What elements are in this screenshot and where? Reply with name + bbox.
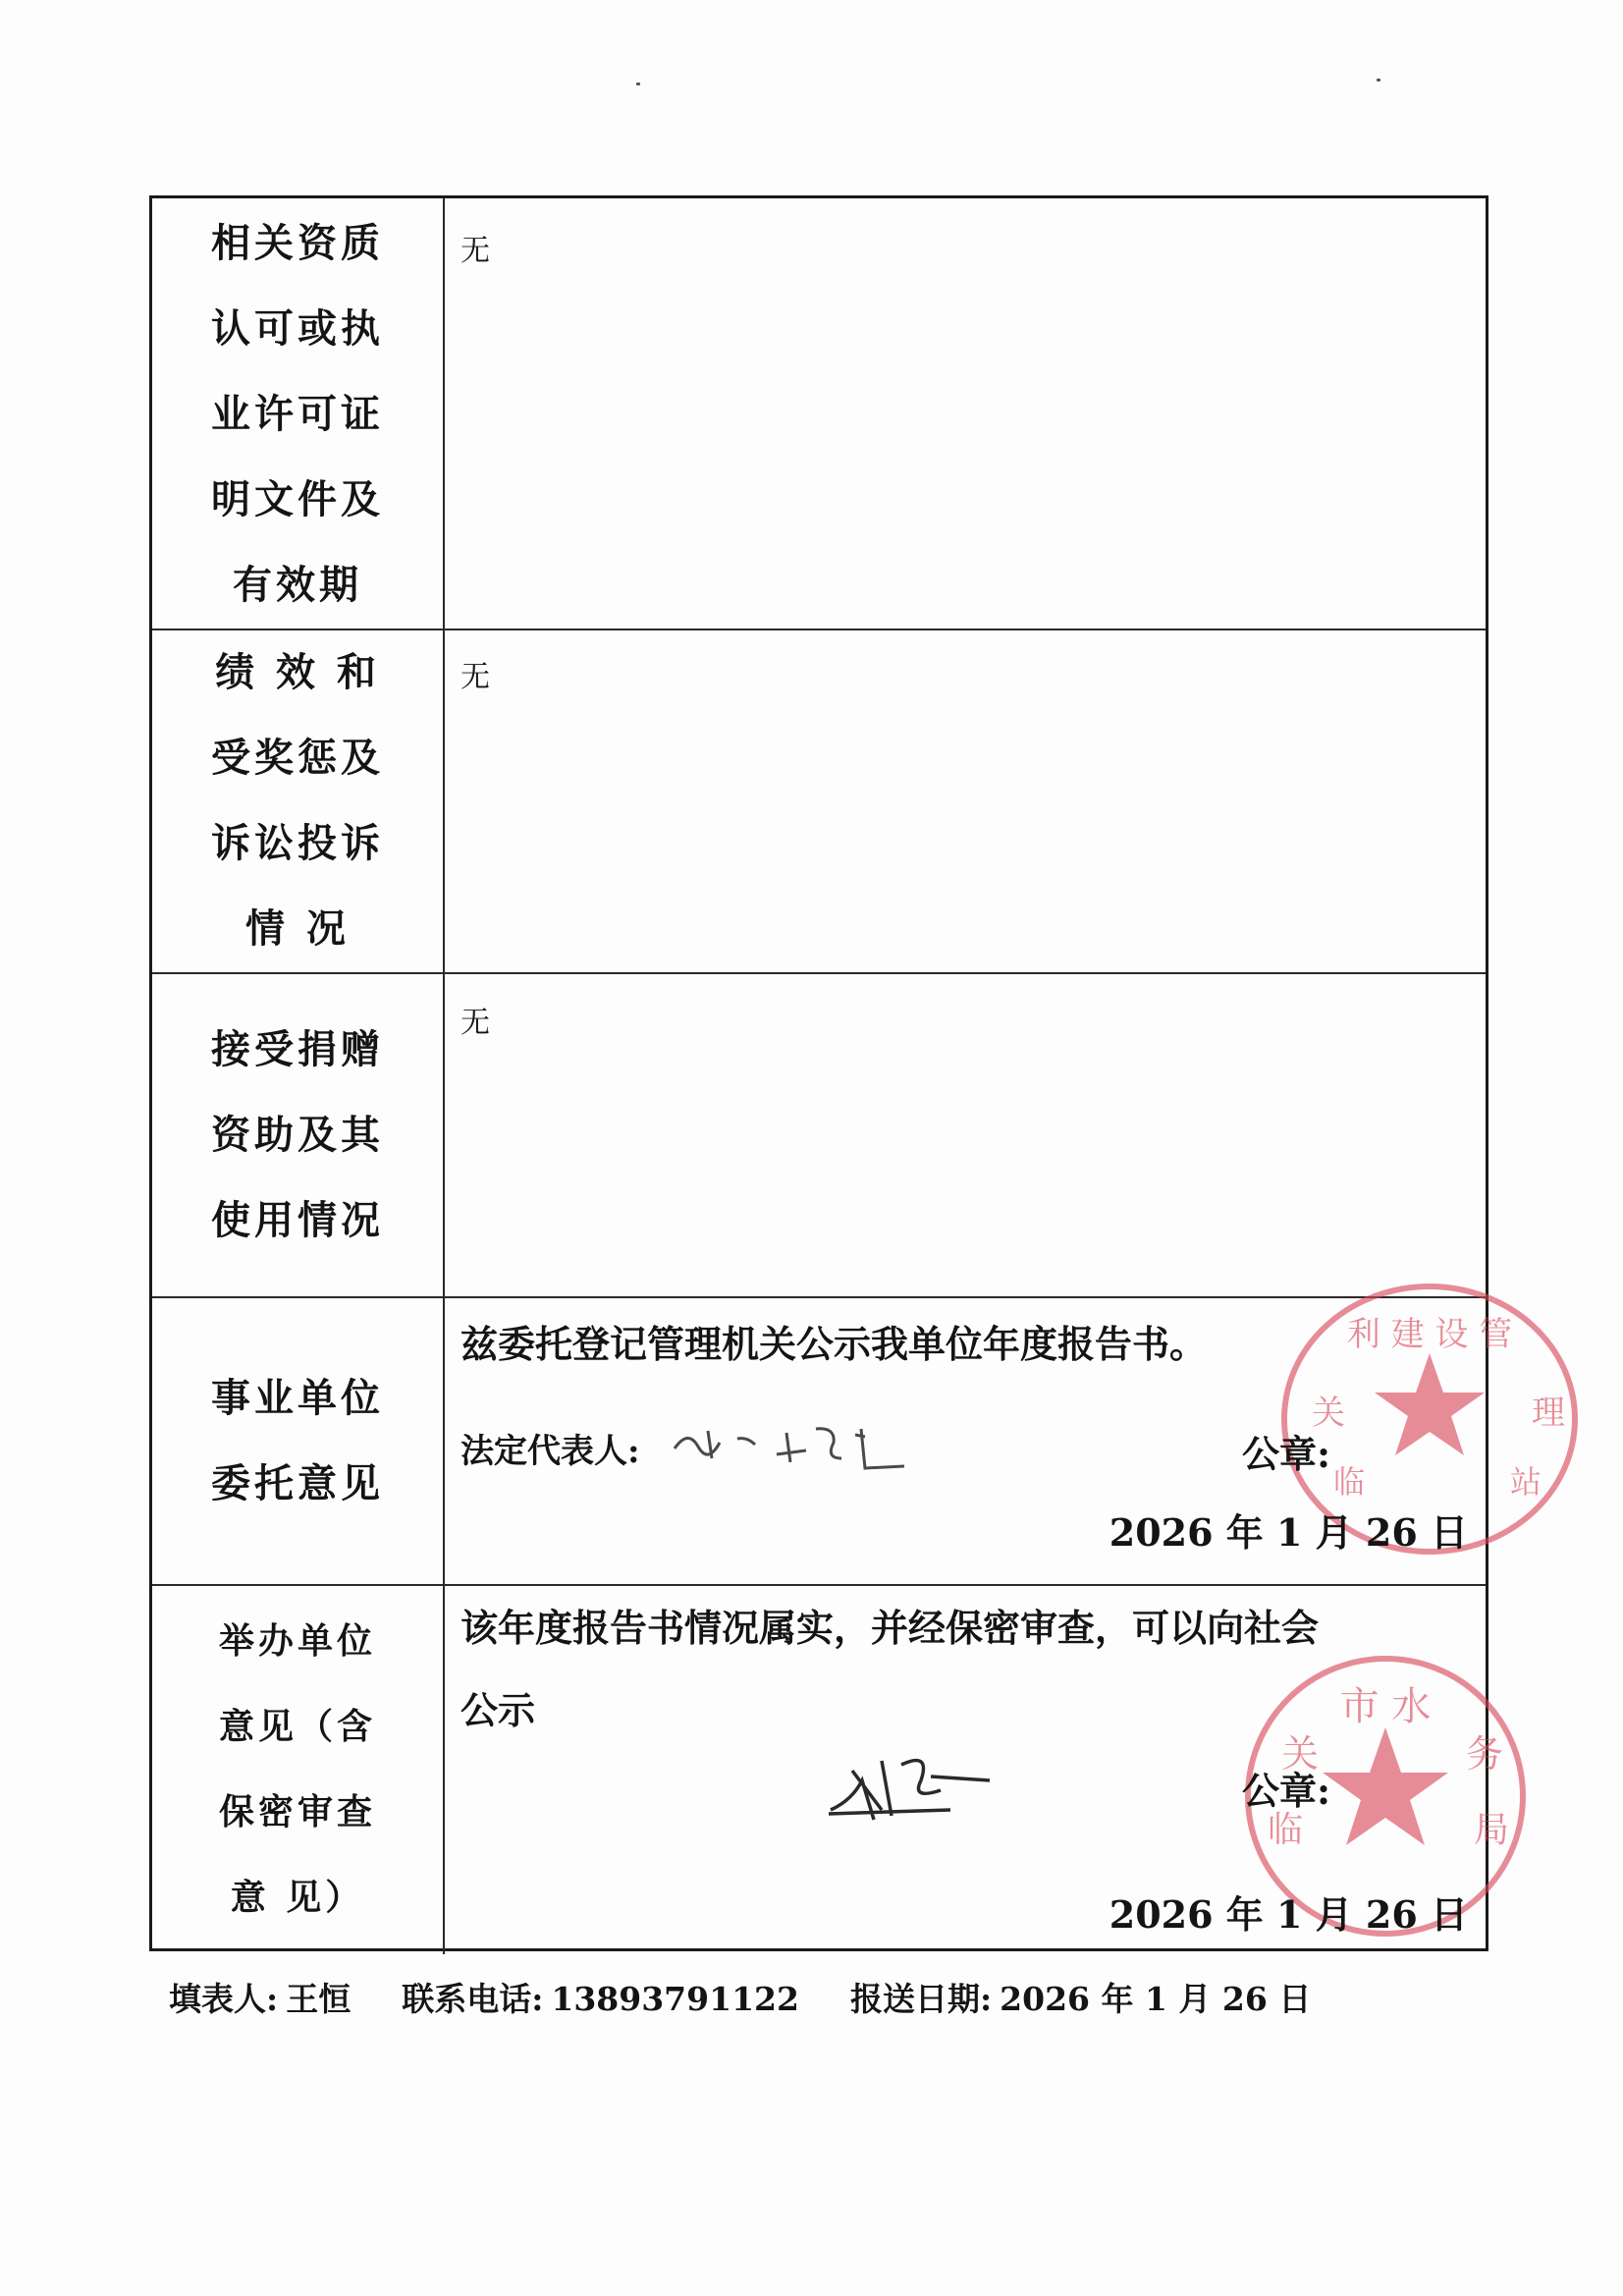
scan-speck	[1377, 79, 1380, 82]
row-label	[152, 1296, 445, 1584]
submit-date: 2026 年 1 月 26 日	[1000, 1980, 1312, 2018]
table-row-entrust-opinion	[152, 1296, 1565, 1586]
row-label	[152, 1584, 445, 1954]
label-line: 相关资质	[211, 219, 384, 266]
row-content	[445, 1296, 1565, 1584]
row-content	[445, 1584, 1510, 1954]
report-table	[149, 195, 1565, 1951]
row-content	[445, 629, 1486, 972]
sponsor-signature-icon	[823, 1741, 1000, 1830]
label-line: 保密审查	[218, 1790, 376, 1832]
label-line: 接受捐赠	[211, 1025, 384, 1072]
label-line: 有效期	[233, 561, 362, 608]
row-content	[445, 198, 1486, 629]
svg-text:站: 站	[1510, 1463, 1542, 1501]
table-row-performance	[152, 629, 1486, 974]
filler-label: 填表人:	[169, 1980, 279, 2018]
content-value: 无	[460, 234, 490, 268]
table-row-sponsor-opinion	[152, 1584, 1510, 1954]
sponsor-statement-line1: 该年度报告书情况属实，并经保密审查，可以向社会	[460, 1606, 1320, 1650]
sponsor-statement-line2: 公示	[460, 1688, 536, 1732]
row-label	[152, 972, 445, 1296]
row-label	[152, 629, 445, 972]
seal-label: 公章:	[1242, 1432, 1331, 1476]
svg-text:临: 临	[1333, 1463, 1366, 1501]
label-line: 绩 效 和	[215, 649, 380, 695]
label-line: 诉讼投诉	[211, 820, 384, 866]
label-line: 业许可证	[211, 390, 384, 437]
seal-label: 公章:	[1242, 1769, 1331, 1813]
label-line: 委托意见	[211, 1459, 384, 1506]
label-line: 情 况	[245, 905, 350, 952]
svg-text:临: 临	[1268, 1810, 1304, 1850]
sponsor-date: 2026 年 1 月 26 日	[1109, 1892, 1468, 1937]
content-value: 无	[460, 1006, 490, 1040]
scan-speck	[636, 82, 640, 85]
label-line: 意 见）	[230, 1876, 365, 1918]
content-value: 无	[460, 660, 490, 694]
svg-text:务: 务	[1466, 1732, 1504, 1776]
label-line: 受奖惩及	[211, 735, 384, 781]
table-row-qualification	[152, 198, 1486, 630]
legal-rep-label: 法定代表人:	[460, 1432, 640, 1471]
table-row-donations	[152, 972, 1486, 1298]
row-content	[445, 972, 1486, 1296]
label-line: 举办单位	[218, 1619, 376, 1662]
phone-number: 13893791122	[551, 1980, 799, 2018]
svg-text:局: 局	[1474, 1810, 1510, 1850]
svg-text:利 建 设 管: 利 建 设 管	[1346, 1315, 1513, 1354]
svg-text:市 水: 市 水	[1339, 1684, 1432, 1729]
phone-label: 联系电话:	[402, 1980, 544, 2018]
filler-name: 王恒	[286, 1980, 352, 2018]
label-line: 使用情况	[211, 1196, 384, 1243]
row-label	[152, 198, 445, 629]
svg-text:关: 关	[1281, 1732, 1320, 1776]
svg-text:关: 关	[1312, 1394, 1345, 1433]
entrust-statement: 兹委托登记管理机关公示我单位年度报告书。	[460, 1322, 1208, 1366]
form-footer	[169, 1974, 1319, 2020]
entrust-date: 2026 年 1 月 26 日	[1109, 1510, 1468, 1555]
label-line: 事业单位	[211, 1374, 384, 1421]
label-line: 认可或执	[211, 304, 384, 352]
legal-rep-signature-icon	[669, 1409, 924, 1478]
label-line: 资助及其	[211, 1111, 384, 1158]
svg-text:理: 理	[1532, 1394, 1565, 1433]
label-line: 明文件及	[211, 475, 384, 522]
submit-date-label: 报送日期:	[849, 1980, 993, 2018]
label-line: 意见（含	[218, 1705, 376, 1747]
